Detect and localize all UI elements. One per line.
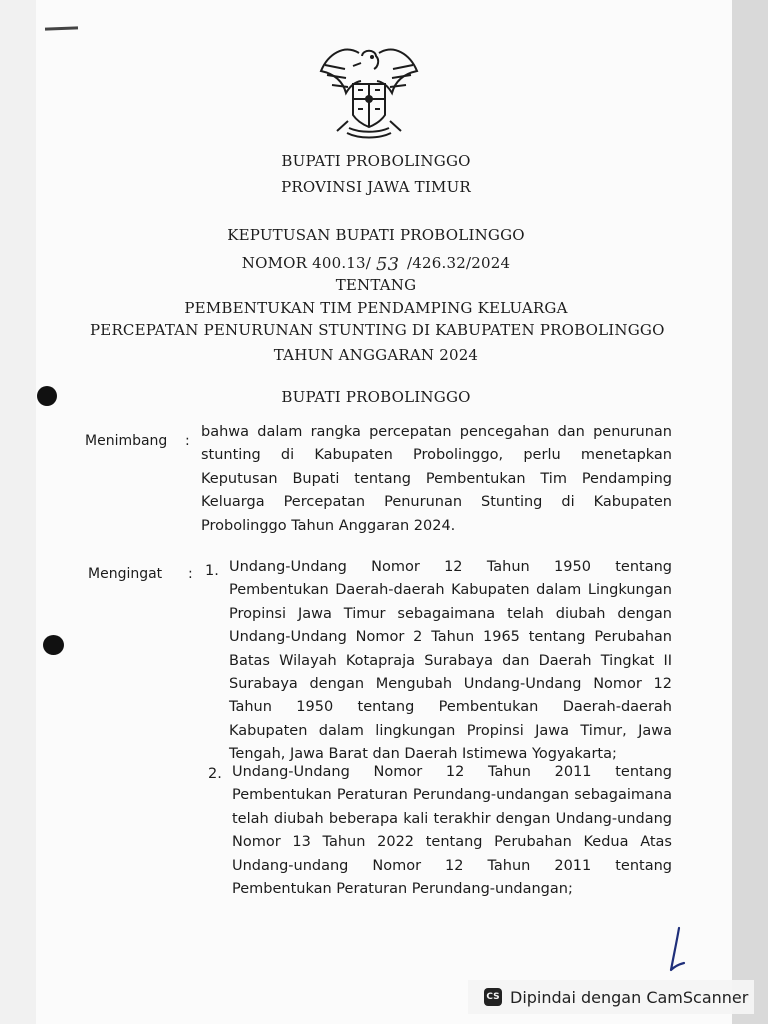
regent-heading: BUPATI PROBOLINGGO [281,152,471,170]
punch-hole-top [37,386,57,406]
mengingat-item-number: 1. [205,563,219,579]
mengingat-item-text: Undang-Undang Nomor 12 Tahun 2011 tentang Pembentukan Peraturan Perundang-undangan sebagaimana telah diubah beberapa kali terakhir dengan Undang-undang Nomor 13 Tahun 2022 tentang Perubahan Kedua Atas Undang-undang Nomor 12 Tahun 2011 tentang Pembentukan Peraturan Perundang-undangan; [232,764,672,898]
decree-number-prefix: NOMOR 400.13/ [241,254,372,272]
camscanner-icon: CS [484,988,502,1006]
decree-title: KEPUTUSAN BUPATI PROBOLINGGO [227,226,525,244]
garuda-emblem-icon [317,42,421,140]
punch-hole-bottom [43,635,64,655]
page-right-shadow [732,0,768,1024]
initial-signature [662,926,688,974]
mengingat-label: Mengingat [88,566,163,582]
decree-number-suffix: /426.32/2024 [407,254,511,272]
decree-number [90,252,662,274]
province-heading: PROVINSI JAWA TIMUR [281,178,471,196]
issuer-heading: BUPATI PROBOLINGGO [281,388,471,406]
menimbang-text: bahwa dalam rangka percepatan pencegahan dan penurunan stunting di Kabupaten Probolinggo, perlu menetapkan Keputusan Bupati tentang Pembentukan Tim Pendamping Keluarga Percepatan Penurunan Stunting di Kabupaten Probolinggo Tahun Anggaran 2024. [201,424,672,534]
camscanner-text: Dipindai dengan CamScanner [510,987,749,1007]
subject-line-3: TAHUN ANGGARAN 2024 [273,346,479,364]
page-left-shadow [0,0,36,1024]
handwritten-number [373,252,405,274]
camscanner-watermark [468,980,754,1014]
handwritten-number-text: 53 [376,254,400,274]
subject-line-2: PERCEPATAN PENURUNAN STUNTING DI KABUPATEN PROBOLINGGO [90,321,665,339]
subject-line-1: PEMBENTUKAN TIM PENDAMPING KELUARGA [184,299,568,317]
menimbang-colon: : [185,433,190,449]
mengingat-item-text: Undang-Undang Nomor 12 Tahun 1950 tentang Pembentukan Daerah-daerah Kabupaten dalam Lingkungan Propinsi Jawa Timur sebagaimana telah diubah dengan Undang-Undang Nomor 2 Tahun 1965 tentang Perubahan Batas Wilayah Kotapraja Surabaya dan Daerah Tingkat II Surabaya dengan Mengubah Undang-Undang Nomor 12 Tahun 1950 tentang Pembentukan Daerah-daerah Kabupaten dalam lingkungan Propinsi Jawa Timur, Jawa Tengah, Jawa Barat dan Daerah Istimewa Yogyakarta; [229,559,672,763]
menimbang-label: Menimbang [85,433,168,449]
mengingat-colon: : [188,566,193,582]
decree-about: TENTANG [335,276,417,294]
mengingat-item-number: 2. [208,766,222,782]
